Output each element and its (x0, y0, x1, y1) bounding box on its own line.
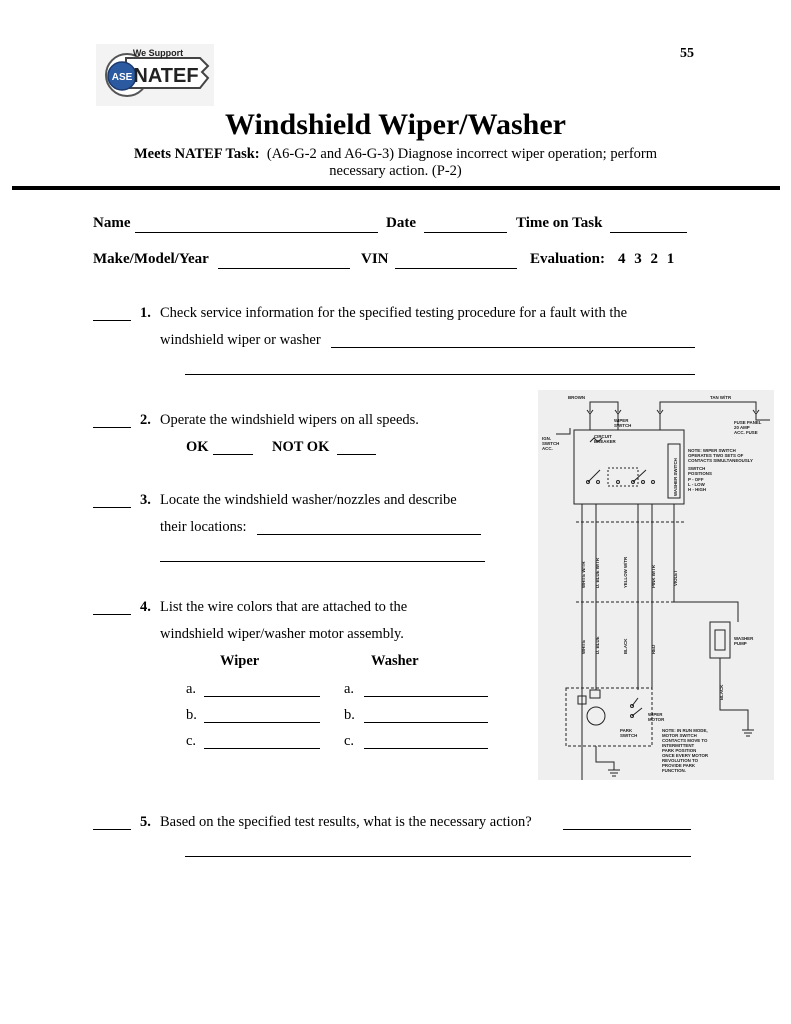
q1-text: Check service information for the specified testing procedure for a fault with the (160, 305, 628, 321)
diagram-note2-7: REVOLUTION TO (662, 758, 699, 763)
q3-answer-line-1[interactable] (257, 534, 481, 535)
natef-logo (96, 44, 214, 106)
q5-answer-line-1[interactable] (563, 829, 691, 830)
page-number: 55 (680, 46, 694, 61)
q2-not-ok-label: NOT OK (272, 439, 330, 455)
diagram-brown-label: BROWN (568, 395, 586, 400)
q5-answer-line-2[interactable] (185, 856, 691, 857)
diagram-wire-upper-1: WHITE W/TR (581, 561, 586, 588)
q2-number: 2. (140, 412, 151, 428)
name-field[interactable] (135, 232, 378, 233)
diagram-fuse-1: FUSE PANEL (734, 420, 762, 425)
diagram-washer-pump-1: WASHER (734, 636, 754, 641)
washer-item-a-field[interactable] (364, 696, 488, 697)
diagram-ign-1: IGN. (542, 436, 552, 441)
diagram-note2-5: PARK POSITION (662, 748, 697, 753)
q1-text-2: windshield wiper or washer (160, 332, 321, 348)
diagram-wire-upper-4: PINK W/TR (651, 565, 656, 588)
diagram-wire-upper-3: YELLOW W/TR (623, 556, 628, 588)
diagram-wire-lower-4: RED (651, 644, 656, 654)
q3-text: Locate the windshield washer/nozzles and describe (160, 492, 457, 508)
q1-answer-line-1[interactable] (331, 347, 695, 348)
diagram-park-switch-2: SWITCH (620, 733, 638, 738)
q2-text: Operate the windshield wipers on all speeds. (160, 412, 419, 428)
washer-item-a-label: a. (344, 681, 355, 697)
diagram-positions-4: L - LOW (688, 482, 705, 487)
diagram-note2-3: CONTACTS MOVE TO (662, 738, 708, 743)
diagram-note2-2: MOTOR SWITCH (662, 733, 697, 738)
washer-item-c-label: c. (344, 733, 355, 749)
make-model-year-label: Make/Model/Year (93, 251, 209, 267)
logo-main-text: NATEF (133, 65, 199, 87)
washer-item-b-label: b. (344, 707, 355, 723)
wiper-item-c-field[interactable] (204, 748, 320, 749)
q3-text-2: their locations: (160, 519, 247, 535)
washer-item-c-field[interactable] (364, 748, 488, 749)
vin-label: VIN (361, 251, 389, 267)
name-label: Name (93, 215, 131, 231)
diagram-note2-6: ONCE EVERY MOTOR (662, 753, 709, 758)
make-model-year-field[interactable] (218, 268, 350, 269)
diagram-note2-9: FUNCTION. (662, 768, 686, 773)
q5-number: 5. (140, 814, 151, 830)
wiper-item-a-label: a. (186, 681, 197, 697)
washer-item-b-field[interactable] (364, 722, 488, 723)
q4-number: 4. (140, 599, 151, 615)
diagram-wiper-switch-label-2: SWITCH (614, 423, 632, 428)
vin-field[interactable] (395, 268, 517, 269)
date-label: Date (386, 215, 416, 231)
diagram-wire-lower-1: WHITE (581, 639, 586, 654)
page-title: Windshield Wiper/Washer (225, 108, 566, 141)
q2-check-field[interactable] (93, 427, 131, 428)
date-field[interactable] (424, 232, 507, 233)
q4-text-2: windshield wiper/washer motor assembly. (160, 626, 404, 642)
diagram-wire-upper-5: VIOLET (673, 570, 678, 586)
diagram-note1-1: NOTE: WIPER SWITCH (688, 448, 736, 453)
q5-check-field[interactable] (93, 829, 131, 830)
diagram-note1-3: CONTACTS SIMULTANEOUSLY (688, 458, 753, 463)
q1-check-field[interactable] (93, 320, 131, 321)
q5-text: Based on the specified test results, what is the necessary action? (160, 814, 532, 830)
diagram-washer-pump-2: PUMP (734, 641, 747, 646)
diagram-positions-3: P - OFF (688, 477, 704, 482)
q3-check-field[interactable] (93, 507, 131, 508)
diagram-positions-1: SWITCH (688, 466, 706, 471)
diagram-wiper-motor-2: MOTOR (648, 717, 665, 722)
diagram-fuse-3: ACC. FUSE (734, 430, 758, 435)
diagram-positions-2: POSITIONS (688, 471, 712, 476)
diagram-note2-4: INTERMITTENT (662, 743, 695, 748)
evaluation-label: Evaluation: (530, 251, 606, 267)
task-label: Meets NATEF Task: (133, 146, 260, 162)
wiper-item-b-field[interactable] (204, 722, 320, 723)
q3-number: 3. (140, 492, 151, 508)
time-on-task-field[interactable] (610, 232, 687, 233)
wiper-item-a-field[interactable] (204, 696, 320, 697)
washer-column-header: Washer (371, 653, 419, 669)
time-on-task-label: Time on Task (516, 215, 603, 231)
wiper-item-c-label: c. (186, 733, 197, 749)
diagram-note2-8: PROVIDE PARK (662, 763, 696, 768)
diagram-wire-lower-3: BLACK (623, 638, 628, 654)
diagram-wiper-switch-label: WIPER (614, 418, 629, 423)
wiper-column-header: Wiper (220, 653, 260, 669)
diagram-wiper-motor-1: WIPER (648, 712, 663, 717)
q2-not-ok-field[interactable] (337, 454, 376, 455)
q1-answer-line-2[interactable] (185, 374, 695, 375)
q3-answer-line-2[interactable] (160, 561, 485, 562)
logo-badge-text: ASE (111, 72, 133, 83)
q2-ok-label: OK (186, 439, 209, 455)
q2-ok-field[interactable] (213, 454, 253, 455)
q4-check-field[interactable] (93, 614, 131, 615)
diagram-note2-1: NOTE: IN RUN MODE, (662, 728, 708, 733)
header-divider (12, 186, 780, 190)
diagram-park-switch-1: PARK (620, 728, 633, 733)
diagram-tan-label: TAN W/TR (710, 395, 732, 400)
task-line-1-text: (A6-G-2 and A6-G-3) Diagnose incorrect wiper operation; perform (266, 146, 658, 162)
q1-number: 1. (140, 305, 151, 321)
diagram-fuse-2: 20 AMP (734, 425, 750, 430)
diagram-washer-switch: WASHER SWITCH (673, 458, 678, 496)
diagram-breaker-2: BREAKER (594, 439, 616, 444)
diagram-wire-upper-2: D. BLUE W/TR (595, 558, 600, 588)
wiper-item-b-label: b. (186, 707, 197, 723)
q4-text: List the wire colors that are attached to the (160, 599, 408, 615)
diagram-black-label: BLACK (719, 684, 724, 700)
logo-top-text: We Support (132, 48, 184, 58)
task-description (0, 146, 791, 163)
diagram-ign-3: ACC. (542, 446, 553, 451)
diagram-ign-2: SWITCH (542, 441, 560, 446)
diagram-wire-lower-2: D. BLUE (595, 636, 600, 654)
diagram-positions-5: H - HIGH (688, 487, 707, 492)
wiper-wiring-diagram (538, 390, 774, 780)
diagram-breaker-1: CIRCUIT (594, 434, 612, 439)
task-line-2-text: necessary action. (P-2) (329, 163, 462, 179)
evaluation-scores: 4 3 2 1 (618, 251, 675, 267)
diagram-note1-2: OPERATES TWO SETS OF (688, 453, 744, 458)
